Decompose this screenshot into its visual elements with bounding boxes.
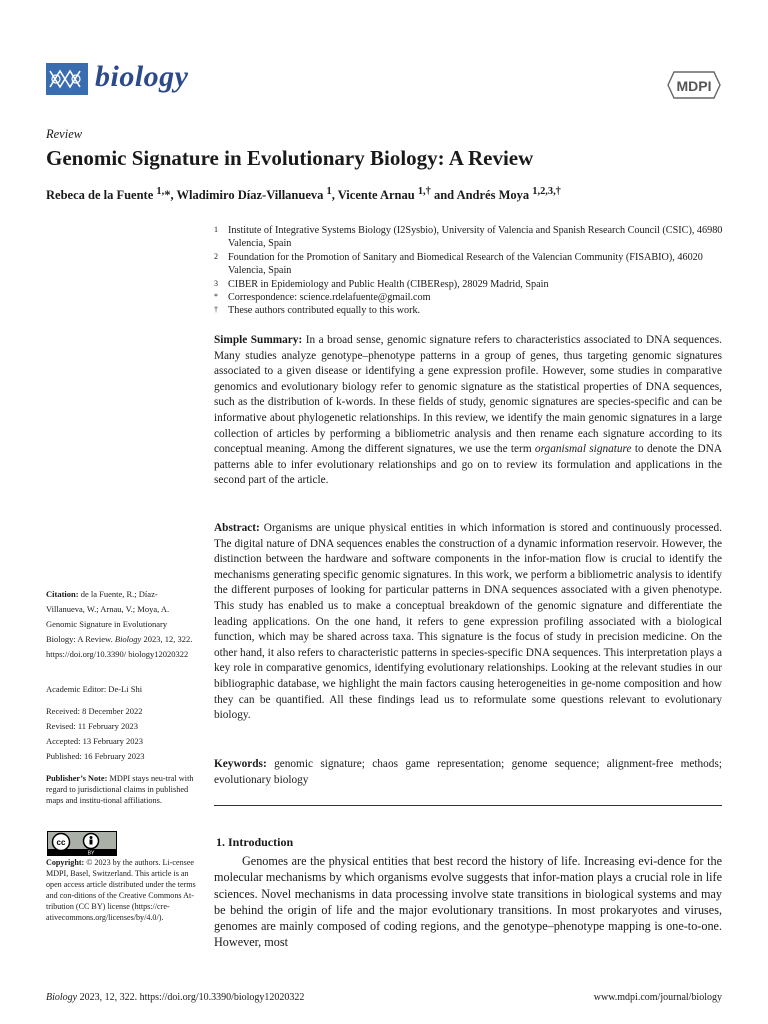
publisher-name: MDPI bbox=[676, 78, 712, 94]
simple-summary: Simple Summary: In a broad sense, genomic signature refers to characteristics associated to DNA sequences. Many studies analyze genotype–phenotype patterns in a group of genes, thus targeting genomic signatures associated to a given disease or identifying a gene expression profile. However, some studies in comparative genomics and evolutionary biology refer to genomic signature as the statistical properties of DNA sequences, such as the distribution of k-words. In these fields of study, genomic signatures are species-specific and can be informative about phylogenetic relationships. In this review, we identify the main genomic signatures in a large collection of articles by performing a bibliometric analysis and then rename each signature according to its conceptual meaning. Among the different signatures, we use the term organismal signature to denote the DNA patterns able to infer evolutionary relationships and go on to review its formulation and applications in the second part of the article. bbox=[214, 334, 722, 487]
author-list: Rebeca de la Fuente $^{1,}$*, Wladimiro Díaz-Villanueva $^1$, Vicente Arnau $^{1,\dagger}$ and Andrés Moya $^{1,2,3,\dagger}$ bbox=[46, 186, 561, 203]
revised-date: Revised: 11 February 2023 bbox=[46, 721, 138, 731]
journal-name: biology bbox=[95, 60, 189, 93]
mdpi-logo bbox=[666, 70, 722, 100]
author-4: Andrés Moya $^{1,2,3,\dagger}$ bbox=[456, 186, 561, 203]
affiliation-item: 2 Foundation for the Promotion of Sanitary and Biomedical Research of the Valencian Community (FISABIO), 46020 Valencia, Spain bbox=[214, 251, 703, 277]
academic-editor: Academic Editor: De-Li Shi bbox=[46, 684, 143, 694]
summary-label: Simple Summary: bbox=[214, 334, 303, 346]
cc-by-license-icon[interactable] bbox=[47, 831, 117, 856]
journal-logo-icon bbox=[46, 63, 88, 95]
equal-contribution-note: † These authors contributed equally to this work. bbox=[214, 305, 421, 317]
citation-block: Citation: de la Fuente, R.; Díaz-Villanueva, W.; Arnau, V.; Moya, A. Genomic Signature in Evolutionary Biology: A Review. Biology 2023, 12, 322. https://doi.org/10.3390/ biology12020322 bbox=[46, 589, 193, 659]
footer-citation: Biology 2023, 12, 322. https://doi.org/10.3390/biology12020322 bbox=[46, 992, 305, 1003]
introduction-text: Genomes are the physical entities that best record the history of life. Increasing evi-dence for the molecular mechanisms by which organisms evolve suggests that infor-mation plays a crucial role in life sciences. Novel mechanisms in data processing involve state transitions in biological systems and may be behind the origin of life and the major evolutionary transitions. In most prokaryotes and viruses, genomes are mainly composed of coding regions, and the genotype–phenotype mapping is one-to-one. However, most bbox=[214, 854, 722, 950]
author-3: Vicente Arnau $^{1,\dagger}$ bbox=[337, 186, 431, 203]
article-title: Genomic Signature in Evolutionary Biology: A Review bbox=[46, 146, 534, 170]
publisher-note: Publisher’s Note: MDPI stays neu-tral with regard to jurisdictional claims in published maps and institu-tional affiliations. bbox=[46, 774, 194, 805]
affiliations bbox=[214, 224, 724, 318]
received-date: Received: 8 December 2022 bbox=[46, 706, 143, 716]
citation-doi-link[interactable]: 2023, 12, 322. https://doi.org/10.3390/ biology12020322 bbox=[46, 634, 193, 659]
footer-doi-link[interactable]: 2023, 12, 322. https://doi.org/10.3390/biology12020322 bbox=[77, 992, 305, 1003]
author-1: Rebeca de la Fuente $^{1,}$* bbox=[46, 186, 171, 203]
copyright-notice: Copyright: © 2023 by the authors. Li-censee MDPI, Basel, Switzerland. This article is an open access article distributed under the terms and con-ditions of the Creative Commons At-tribution (CC BY) license (https://cre-ativecommons.org/licenses/by/4.0/). bbox=[46, 858, 196, 922]
footer-journal-url[interactable]: www.mdpi.com/journal/biology bbox=[593, 992, 722, 1003]
publication-dates bbox=[46, 704, 196, 764]
article-type: Review bbox=[46, 127, 83, 141]
correspondence: * Correspondence: science.rdelafuente@gmail.com bbox=[214, 292, 431, 304]
section-divider bbox=[214, 805, 722, 806]
affiliation-item: 3 CIBER in Epidemiology and Public Health (CIBEResp), 28029 Madrid, Spain bbox=[214, 278, 549, 290]
svg-text:BY: BY bbox=[87, 850, 95, 856]
affiliation-item: 1 Institute of Integrative Systems Biology (I2Sysbio), University of Valencia and Spanish Research Council (CSIC), 46980 Valencia, Spain bbox=[214, 225, 723, 250]
section-heading: 1. Introduction bbox=[216, 835, 294, 849]
abstract-label: Abstract: bbox=[214, 522, 260, 534]
accepted-date: Accepted: 13 February 2023 bbox=[46, 736, 144, 746]
svg-text:cc: cc bbox=[56, 838, 66, 847]
abstract: Abstract: Organisms are unique physical entities in which information is stored and continuously processed. The digital nature of DNA sequences enables the construction of a dynamic information reservoir. However, the distinction between the hardware and software components in the infor-mation flow is crucial to identify the mechanisms generating specific genomic signatures. In this work, we perform a bibliometric analysis to identify the different purposes of looking for particular patterns in DNA sequences associated with a given phenotype. This study has enabled us to make a conceptual breakdown of the genomic signature and differentiate the leading applications. On the one hand, it refers to gene expression profiling associated with a biological function, which may be shared across taxa. This signature is the focus of study in precision medicine. On the other hand, it also refers to characteristic patterns in species-specific DNA sequences. This interpretation plays a key role in comparative genomics, identifying evolutionary relationships. Looking at the relevant studies in our bibliographic database, we highlight the main factors causing heterogeneities in ge-nome composition and how they can be quantified. All these findings lead us to reformulate some questions relevant to evolutionary biology. bbox=[214, 522, 722, 722]
keywords-label: Keywords: bbox=[214, 758, 267, 770]
author-2: Wladimiro Díaz-Villanueva $^1$ bbox=[176, 186, 332, 203]
keywords: Keywords: genomic signature; chaos game representation; genome sequence; alignment-free methods; evolutionary biology bbox=[214, 758, 722, 786]
published-date: Published: 16 February 2023 bbox=[46, 751, 145, 761]
